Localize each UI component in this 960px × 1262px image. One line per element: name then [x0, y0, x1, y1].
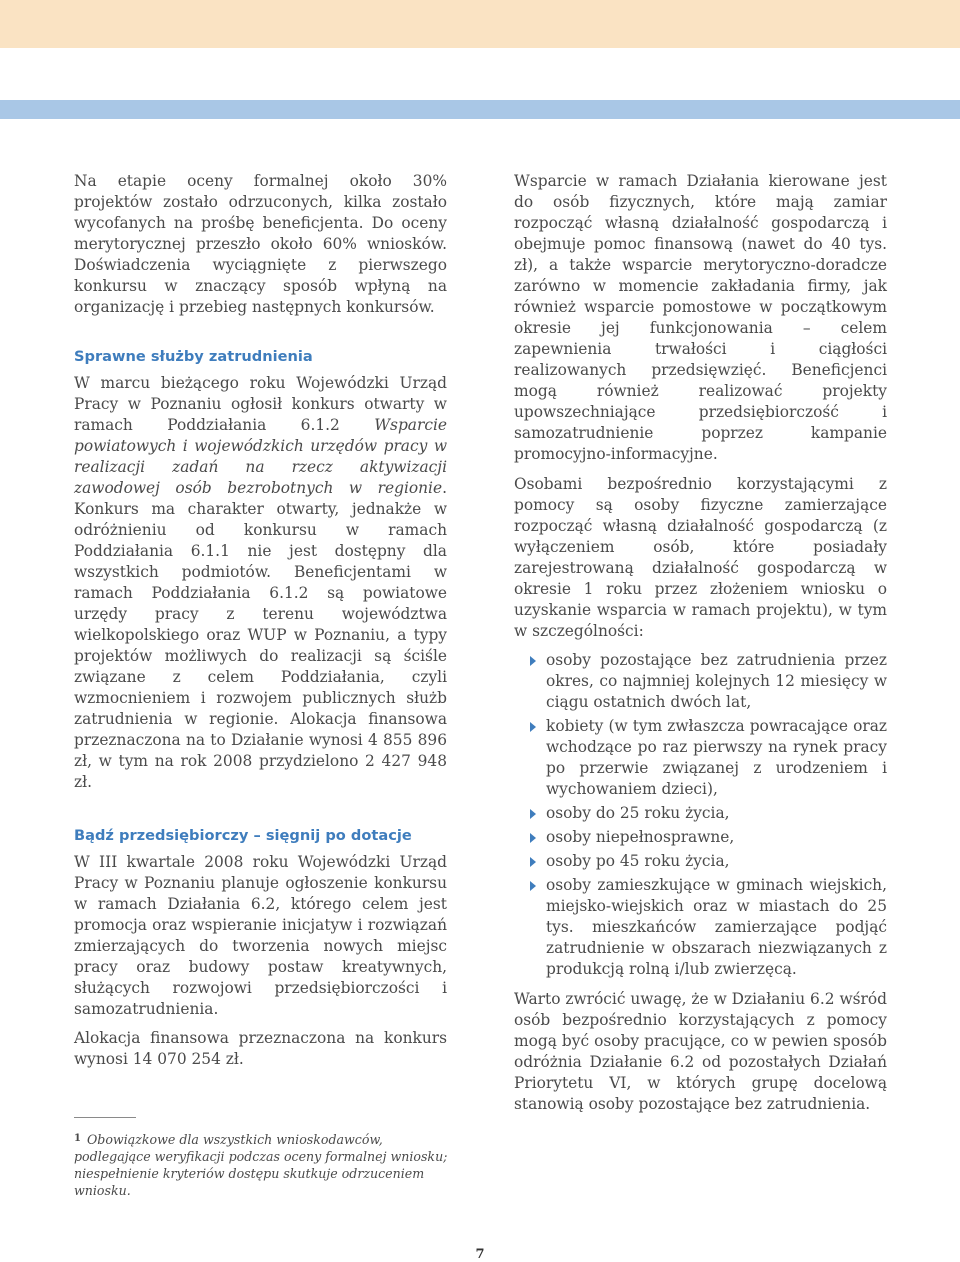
- bullet-arrow-icon: [530, 833, 536, 843]
- footnote-marker: 1: [74, 1133, 81, 1144]
- left-paragraph-2-italic-title: Wsparcie powiatowych i wojewódzkich urzędów pracy w realizacji zadań na rzecz aktywizacji zawodowej osób bezrobotnych w regionie: [74, 416, 447, 497]
- list-item: osoby pozostające bez zatrudnienia przez okres, co najmniej kolejnych 12 miesięcy w ciągu ostatnich dwóch lat,: [514, 650, 887, 713]
- bullet-arrow-icon: [530, 722, 536, 732]
- section-heading-badz-przedsiebiorczy: Bądź przedsiębiorczy – sięgnij po dotacje: [74, 827, 412, 844]
- list-item: kobiety (w tym zwłaszcza powracające oraz wchodzące po raz pierwszy na rynek pracy po przerwie związanej z urodzeniem i wychowaniem dzieci),: [514, 716, 887, 800]
- blue-header-band: [0, 100, 960, 119]
- target-groups-list: [514, 650, 887, 980]
- footnote: [74, 1130, 454, 1199]
- page-number: 7: [475, 1247, 485, 1262]
- bullet-arrow-icon: [530, 881, 536, 891]
- left-paragraph-2-part-b: . Konkurs ma charakter otwarty, jednakże w odróżnieniu od konkursu w ramach Poddziałania 6.1.1 nie jest dostępny dla wszystkich podmiotów. Beneficjentami w ramach Poddziałania 6.1.2 są powiatowe urzędy pracy z terenu województwa wielkopolskiego oraz WUP w Poznaniu, a typy projektów możliwych do realizacji są ściśle związane z celem Poddziałania, czyli wzmocnieniem i rozwojem publicznych służb zatrudnienia w regionie. Alokacja finansowa przeznaczona na to Działanie wynosi 4 855 896 zł, w tym na rok 2008 przydzielono 2 427 948 zł.: [74, 479, 447, 791]
- section-heading-sprawne-sluzby: Sprawne służby zatrudnienia: [74, 348, 313, 365]
- right-paragraph-2: Osobami bezpośrednio korzystającymi z pomocy są osoby fizyczne zamierzające rozpocząć własną działalność gospodarczą (z wyłączeniem osób, które posiadały zarejestrowaną działalność gospodarczą w okresie 1 roku przez złożeniem wniosku o uzyskanie wsparcia w ramach projektu), w tym w szczególności:: [514, 475, 887, 640]
- left-paragraph-3: W III kwartale 2008 roku Wojewódzki Urząd Pracy w Poznaniu planuje ogłoszenie konkursu w ramach Działania 6.2, którego celem jest promocja oraz wspieranie inicjatyw i rozwiązań zmierzających do tworzenia nowych miejsc pracy oraz budowy postaw kreatywnych, służących rozwojowi przedsiębiorczości i samozatrudnienia.: [74, 853, 447, 1018]
- list-item: osoby po 45 roku życia,: [514, 851, 887, 872]
- footnote-divider: [74, 1117, 136, 1118]
- list-item: osoby niepełnosprawne,: [514, 827, 887, 848]
- right-paragraph-1: Wsparcie w ramach Działania kierowane jest do osób fizycznych, które mają zamiar rozpocząć własną działalność gospodarczą i obejmuje pomoc finansową (nawet do 40 tys. zł), a także wsparcie merytoryczno-doradcze zarówno w momencie zakładania firmy, jak również wsparcie pomostowe w początkowym okresie jej funkcjonowania – celem zapewnienia trwałości i ciągłości realizowanych przedsięwzięć. Beneficjenci mogą również realizować projekty upowszechniające przedsiębiorczość i samozatrudnienie poprzez kampanie promocyjno-informacyjne.: [514, 172, 887, 463]
- left-paragraph-2: [74, 373, 447, 793]
- footnote-text: Obowiązkowe dla wszystkich wnioskodawców, podlegające weryfikacji podczas oceny formalnej wniosku; niespełnienie kryteriów dostępu skutkuje odrzuceniem wniosku.: [74, 1132, 448, 1198]
- top-color-band: [0, 0, 960, 48]
- spacer: [74, 327, 447, 347]
- bullet-arrow-icon: [530, 857, 536, 867]
- left-paragraph-4: Alokacja finansowa przeznaczona na konkurs wynosi 14 070 254 zł.: [74, 1029, 447, 1068]
- list-item: osoby do 25 roku życia,: [514, 803, 887, 824]
- list-item: osoby zamieszkujące w gminach wiejskich, miejsko-wiejskich oraz w miastach do 25 tys. mieszkańców zamierzające podjąć zatrudnienie w obszarach niezwiązanych z produkcją rolną i/lub zwierzęcą.: [514, 875, 887, 980]
- left-paragraph-1: Na etapie oceny formalnej około 30% projektów zostało odrzuconych, kilka zostało wycofanych na prośbę beneficjenta. Do oceny merytorycznej przeszło około 60% wniosków. Doświadczenia wyciągnięte z pierwszego konkursu w znaczący sposób wpłyną na organizację i przebieg następnych konkursów.: [74, 172, 447, 316]
- right-paragraph-3: Warto zwrócić uwagę, że w Działaniu 6.2 wśród osób bezpośrednio korzystających z pomocy mogą być osoby pracujące, co w pewien sposób odróżnia Działanie 6.2 od pozostałych Działań Priorytetu VI, w których grupę docelową stanowią osoby pozostające bez zatrudnienia.: [514, 990, 887, 1113]
- left-paragraph-2-part-a: W marcu bieżącego roku Wojewódzki Urząd Pracy w Poznaniu ogłosił konkurs otwarty w ramach Poddziałania 6.1.2: [74, 374, 447, 434]
- bullet-arrow-icon: [530, 809, 536, 819]
- bullet-arrow-icon: [530, 656, 536, 666]
- left-column: [74, 171, 447, 1079]
- right-column: [514, 171, 887, 1124]
- spacer: [74, 802, 447, 826]
